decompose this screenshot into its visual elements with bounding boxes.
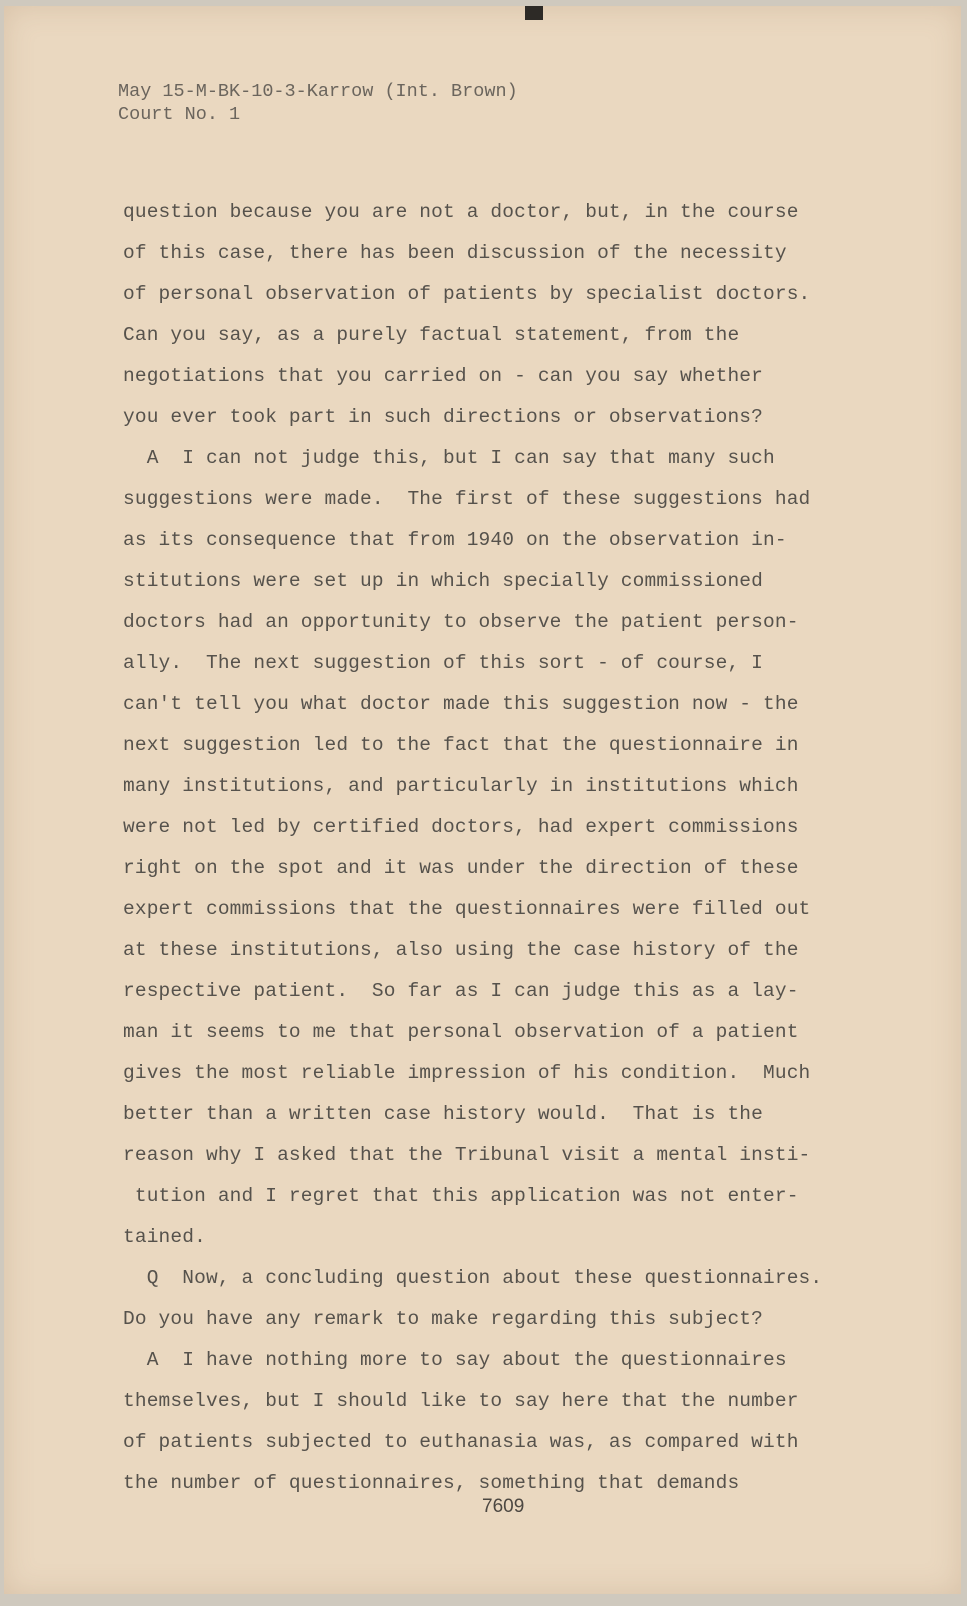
transcript-line: A I have nothing more to say about the questionnaires xyxy=(123,1349,787,1371)
transcript-line: doctors had an opportunity to observe the patient person- xyxy=(123,611,799,633)
transcript-line: ally. The next suggestion of this sort - of course, I xyxy=(123,652,764,674)
transcript-body xyxy=(123,192,853,1504)
transcript-line: negotiations that you carried on - can you say whether xyxy=(123,365,764,387)
transcript-line: right on the spot and it was under the direction of these xyxy=(123,857,799,879)
transcript-line: of this case, there has been discussion of the necessity xyxy=(123,242,787,264)
transcript-line: at these institutions, also using the case history of the xyxy=(123,939,799,961)
transcript-line: gives the most reliable impression of his condition. Much xyxy=(123,1062,811,1084)
transcript-line: question because you are not a doctor, but, in the course xyxy=(123,201,799,223)
transcript-line: stitutions were set up in which specially commissioned xyxy=(123,570,764,592)
transcript-line: Do you have any remark to make regarding this subject? xyxy=(123,1308,764,1330)
transcript-line: reason why I asked that the Tribunal visit a mental insti- xyxy=(123,1144,811,1166)
transcript-line: themselves, but I should like to say here that the number xyxy=(123,1390,799,1412)
transcript-line: tution and I regret that this application was not enter- xyxy=(123,1185,799,1207)
binder-tab xyxy=(525,6,543,20)
transcript-line: respective patient. So far as I can judge this as a lay- xyxy=(123,980,799,1002)
header-case-reference: May 15-M-BK-10-3-Karrow (Int. Brown) xyxy=(118,81,518,102)
transcript-line: you ever took part in such directions or observations? xyxy=(123,406,764,428)
header-court-number: Court No. 1 xyxy=(118,104,241,125)
transcript-line: as its consequence that from 1940 on the observation in- xyxy=(123,529,787,551)
transcript-line: many institutions, and particularly in institutions which xyxy=(123,775,799,797)
transcript-line: suggestions were made. The first of these suggestions had xyxy=(123,488,811,510)
document-header xyxy=(118,80,518,126)
document-page xyxy=(4,6,961,1594)
transcript-line: tained. xyxy=(123,1226,206,1248)
transcript-line: can't tell you what doctor made this suggestion now - the xyxy=(123,693,799,715)
transcript-line: the number of questionnaires, something that demands xyxy=(123,1472,740,1494)
transcript-line: better than a written case history would. That is the xyxy=(123,1103,764,1125)
transcript-line: Q Now, a concluding question about these questionnaires. xyxy=(123,1267,823,1289)
transcript-line: next suggestion led to the fact that the questionnaire in xyxy=(123,734,799,756)
transcript-line: of personal observation of patients by specialist doctors. xyxy=(123,283,811,305)
transcript-line: of patients subjected to euthanasia was, as compared with xyxy=(123,1431,799,1453)
transcript-line: expert commissions that the questionnaires were filled out xyxy=(123,898,811,920)
transcript-line: were not led by certified doctors, had expert commissions xyxy=(123,816,799,838)
transcript-line: A I can not judge this, but I can say that many such xyxy=(123,447,775,469)
page-number: 7609 xyxy=(482,1496,525,1517)
transcript-line: man it seems to me that personal observation of a patient xyxy=(123,1021,799,1043)
transcript-line: Can you say, as a purely factual statement, from the xyxy=(123,324,740,346)
